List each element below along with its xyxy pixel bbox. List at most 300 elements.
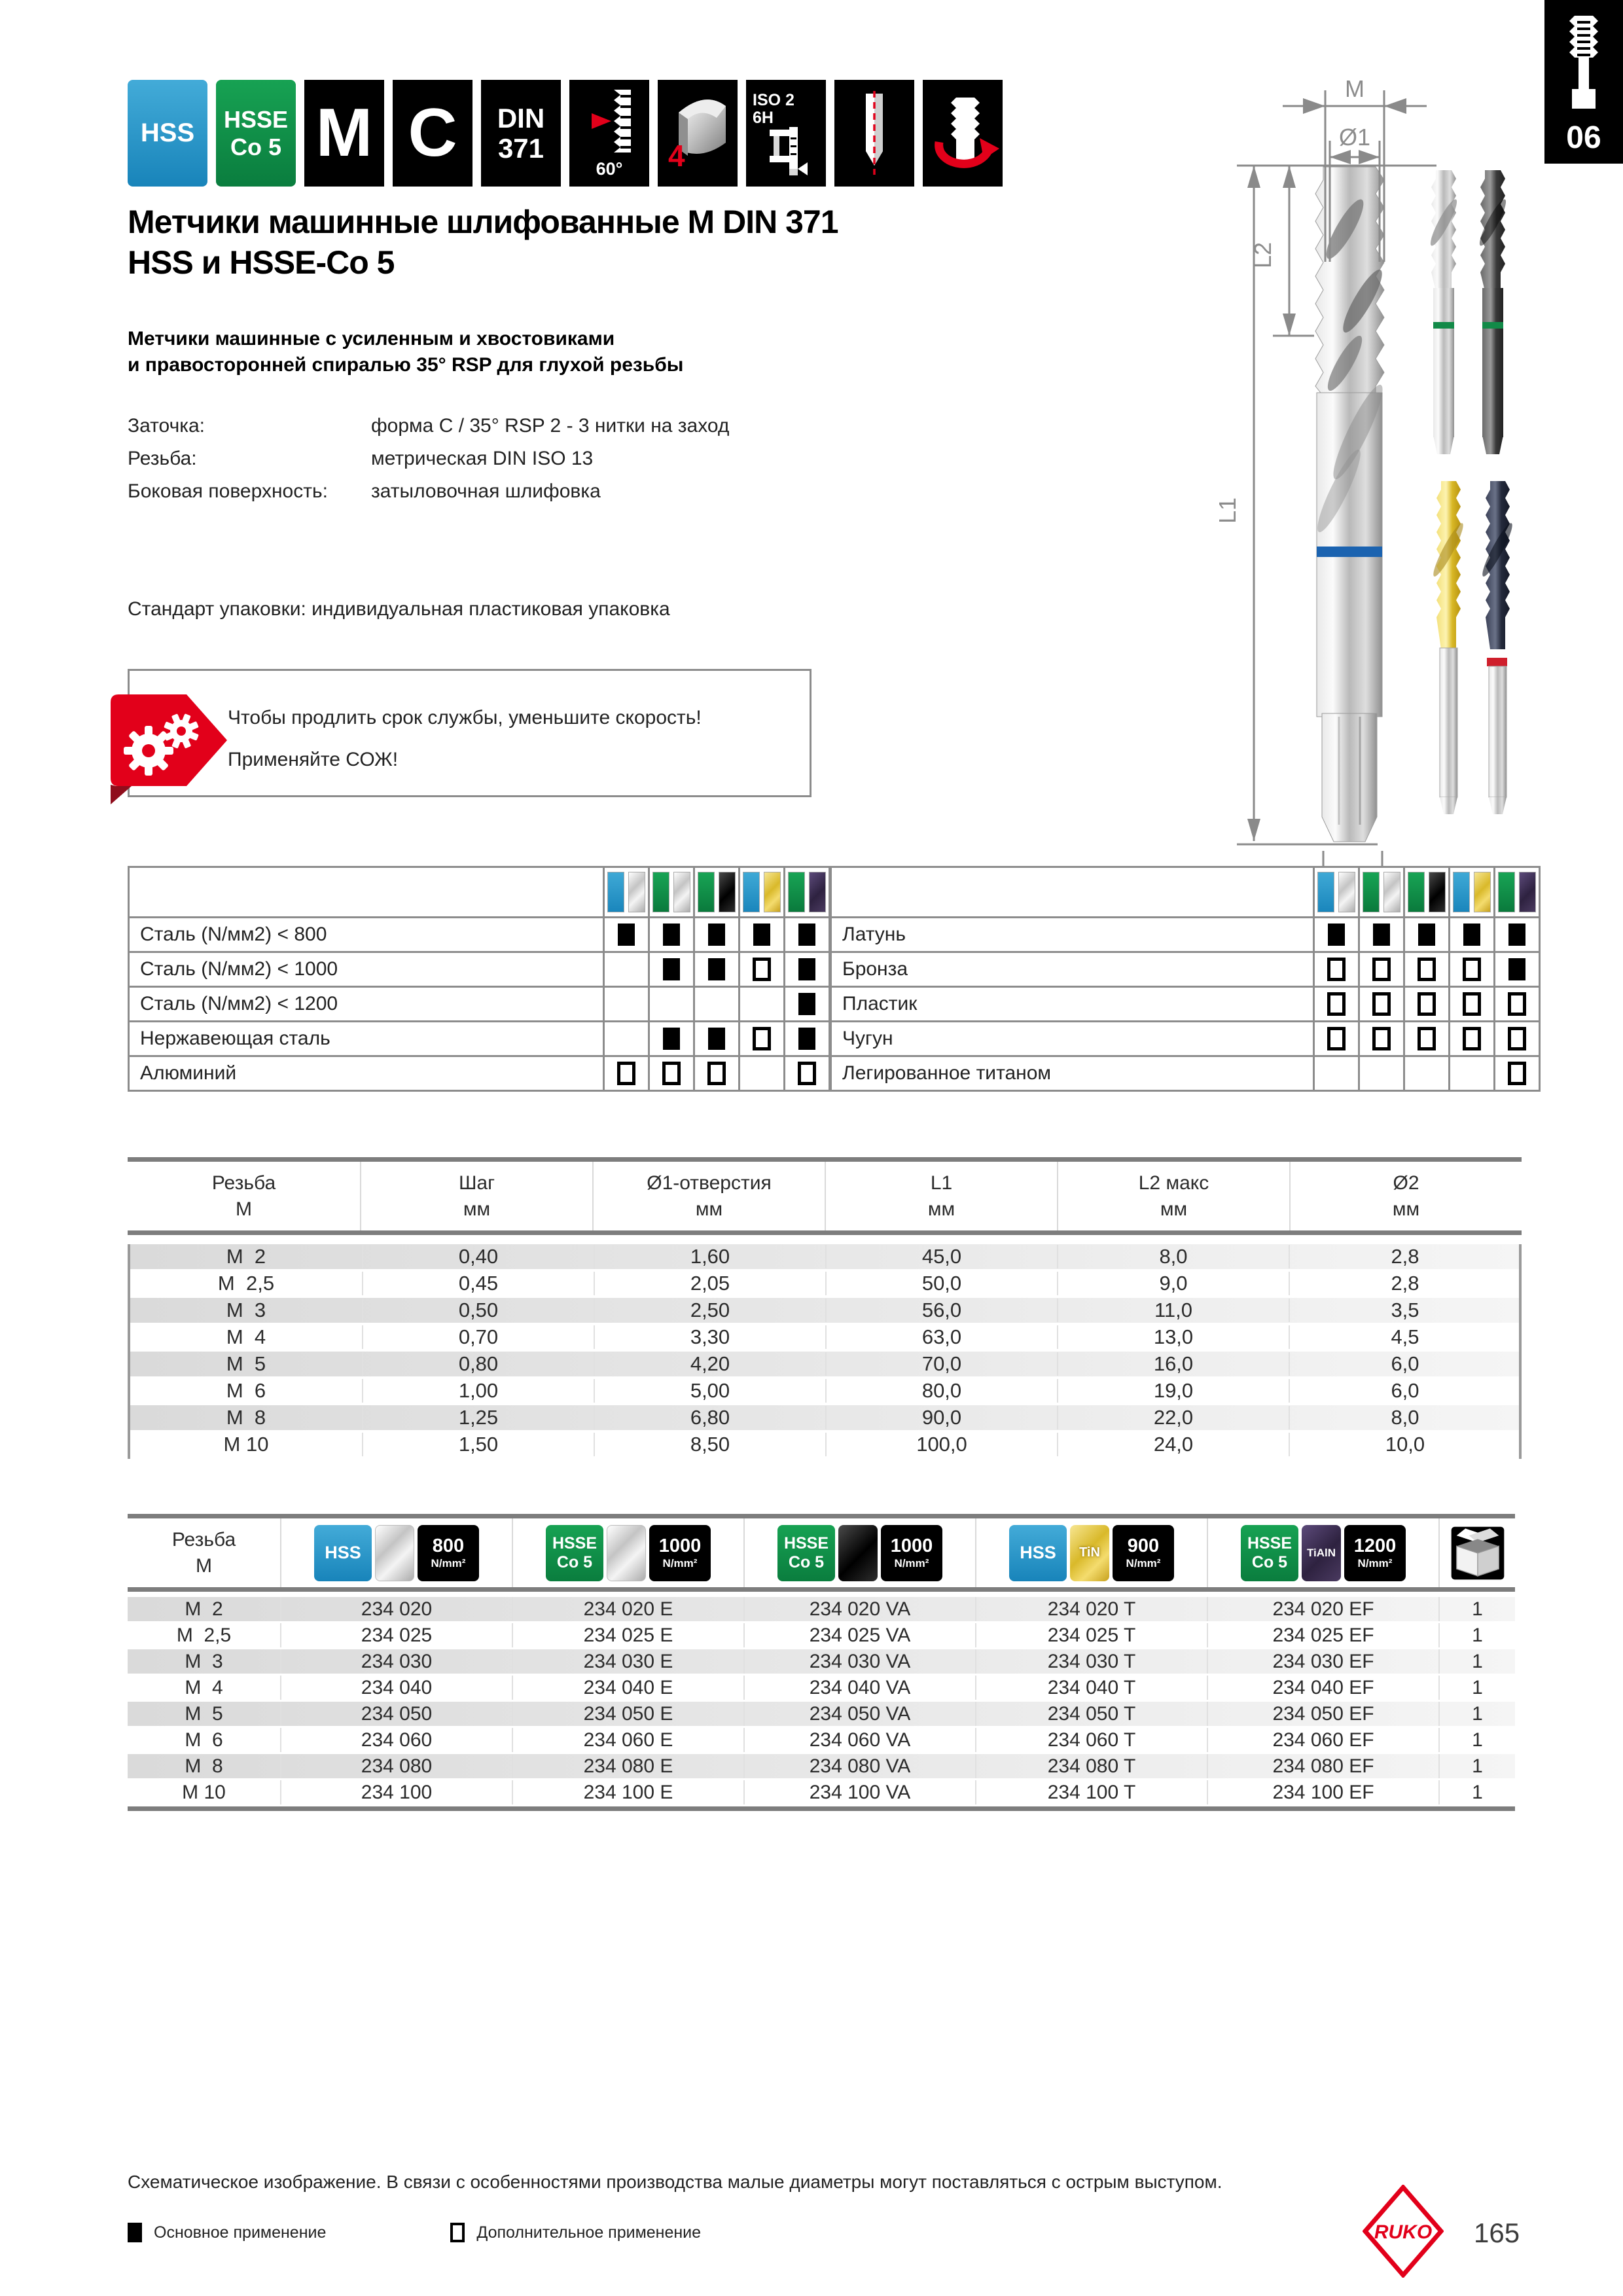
rating-unit: N/mm²	[1126, 1557, 1161, 1570]
dims-header-line: Резьба	[211, 1172, 276, 1194]
mark-primary	[708, 1028, 725, 1050]
order-thread-cell: M 4	[185, 1676, 223, 1698]
app-mark-cell	[1495, 918, 1540, 952]
variant-color-bars	[649, 867, 694, 918]
app-mark-cell	[604, 952, 649, 987]
rating-value: 1000	[890, 1535, 933, 1556]
dims-cell: 8,50	[594, 1433, 825, 1456]
dims-header-cell	[128, 1162, 360, 1230]
package-qty-cell: 1	[1438, 1728, 1515, 1752]
application-table-steel	[128, 866, 830, 1092]
app-table-row	[129, 918, 830, 952]
material-badge: HSSE Co 5	[546, 1525, 603, 1581]
coating-badge	[375, 1525, 414, 1581]
mark-primary	[798, 958, 815, 980]
dims-header-line: мм	[695, 1198, 723, 1220]
app-mark-cell	[785, 1056, 830, 1091]
table-row	[130, 1378, 1519, 1405]
mark-primary	[1373, 924, 1390, 946]
info-box	[128, 669, 812, 797]
app-mark-cell	[1450, 1056, 1495, 1091]
app-table-row	[831, 1022, 1540, 1056]
app-mark-cell	[649, 952, 694, 987]
order-header-thread-label: Резьба M	[171, 1528, 236, 1577]
spec-value: метрическая DIN ISO 13	[371, 448, 594, 469]
badge-form-c-label: C	[408, 95, 457, 171]
rating-value: 1200	[1353, 1535, 1397, 1556]
dims-header-line: мм	[463, 1198, 491, 1220]
app-row-label: Бронза	[831, 952, 1314, 987]
dims-cell: 11,0	[1057, 1299, 1289, 1322]
dims-cell: 1,00	[362, 1379, 594, 1403]
mark-secondary	[1372, 958, 1391, 981]
app-table-row	[129, 1022, 830, 1056]
badge-form-m	[304, 80, 384, 187]
tap-photo-tin	[1429, 481, 1467, 814]
badge-din-371-label: DIN	[497, 102, 545, 134]
app-mark-cell	[1404, 1056, 1450, 1091]
bars	[741, 872, 783, 912]
mark-secondary	[1327, 1027, 1346, 1050]
article-number-cell: 234 020 EF	[1207, 1597, 1438, 1621]
app-mark-cell	[1495, 952, 1540, 987]
mark-primary	[798, 993, 815, 1015]
dims-cell: 63,0	[825, 1325, 1057, 1349]
package-qty-cell: 1	[1438, 1676, 1515, 1700]
dims-cell: 50,0	[825, 1272, 1057, 1295]
dims-header-cell	[1057, 1162, 1289, 1230]
page-title	[128, 202, 838, 283]
mark-primary	[708, 958, 725, 980]
legend-empty-square-icon	[450, 2223, 465, 2242]
app-mark-cell	[694, 1022, 740, 1056]
dims-cell: 5,00	[594, 1379, 825, 1403]
bar-blue	[743, 872, 760, 912]
app-mark-cell	[1359, 987, 1404, 1022]
table-row	[128, 1728, 1515, 1754]
article-number-cell: 234 080	[280, 1754, 512, 1778]
info-box-text	[228, 697, 702, 781]
package-qty-cell: 1	[1438, 1623, 1515, 1647]
app-mark-cell	[1359, 952, 1404, 987]
dimension-table	[128, 1157, 1522, 1459]
order-thread-cell: M 10	[182, 1781, 226, 1803]
dims-cell: 100,0	[825, 1433, 1057, 1456]
app-mark-cell	[740, 987, 785, 1022]
rating-badge	[418, 1525, 479, 1581]
dims-cell: M 2	[226, 1245, 266, 1268]
dims-cell: 8,0	[1289, 1406, 1520, 1429]
article-number-cell: 234 030 VA	[743, 1649, 975, 1674]
legend-full-label: Основное применение	[154, 2223, 327, 2242]
app-mark-cell	[785, 918, 830, 952]
application-table	[830, 866, 1541, 1092]
article-number-cell: 234 020	[280, 1597, 512, 1621]
bar-silver	[673, 872, 690, 912]
mark-secondary	[662, 1062, 681, 1085]
table-row	[130, 1325, 1519, 1352]
app-mark-cell	[785, 952, 830, 987]
dims-cell: 1,25	[362, 1406, 594, 1429]
badge-form-m-label: M	[315, 95, 373, 171]
coating-badge: TiAlN	[1302, 1525, 1341, 1581]
dims-header-line: мм	[1392, 1198, 1420, 1220]
app-mark-cell	[1450, 987, 1495, 1022]
dim-label-l1: L1	[1214, 497, 1241, 524]
rating-badge	[1344, 1525, 1406, 1581]
packaging-note: Стандарт упаковки: индивидуальная пластиковая упаковка	[128, 598, 670, 620]
table-row	[128, 1754, 1515, 1780]
order-table-body	[128, 1597, 1515, 1811]
info-box-line2: Применяйте СОЖ!	[228, 749, 399, 770]
mark-primary	[753, 924, 770, 946]
article-number-cell: 234 060	[280, 1728, 512, 1752]
package-qty-cell: 1	[1438, 1597, 1515, 1621]
mark-primary	[798, 924, 815, 946]
material-badge: HSSE Co 5	[777, 1525, 835, 1581]
dims-cell: 2,8	[1289, 1245, 1520, 1268]
dims-cell: 3,5	[1289, 1299, 1520, 1322]
page-subtitle-line1: Метчики машинные с усиленным и хвостовиками	[128, 328, 615, 350]
order-header-variant	[512, 1518, 743, 1587]
table-row	[130, 1352, 1519, 1378]
dims-cell: 10,0	[1289, 1433, 1520, 1456]
rating-badge	[649, 1525, 711, 1581]
bar-green	[1363, 872, 1380, 912]
legend-empty-label: Дополнительное применение	[476, 2223, 702, 2242]
dims-cell: 0,40	[362, 1245, 594, 1268]
rating-value: 1000	[658, 1535, 702, 1556]
article-number-cell: 234 080 EF	[1207, 1754, 1438, 1778]
bar-green	[1408, 872, 1425, 912]
dim-label-m: M	[1345, 75, 1364, 102]
mark-secondary	[1463, 992, 1481, 1016]
bar-purple	[809, 872, 826, 912]
article-number-cell: 234 030 EF	[1207, 1649, 1438, 1674]
app-mark-cell	[1404, 918, 1450, 952]
package-qty-cell: 1	[1438, 1649, 1515, 1674]
badge-hsse-co5-label: Co 5	[230, 133, 281, 160]
article-number-cell: 234 100 VA	[743, 1780, 975, 1804]
app-mark-cell	[1495, 1056, 1540, 1091]
dims-header-line: Ø1-отверстия	[647, 1172, 772, 1194]
article-number-cell: 234 040 EF	[1207, 1676, 1438, 1700]
article-number-cell: 234 060 EF	[1207, 1728, 1438, 1752]
dims-header-line: мм	[927, 1198, 955, 1220]
dims-header-cell	[825, 1162, 1057, 1230]
badge-60deg-thread-icon-caption: 60°	[596, 159, 623, 179]
order-table	[128, 1514, 1515, 1811]
order-thread-cell: M 3	[185, 1650, 223, 1672]
app-mark-cell	[740, 1022, 785, 1056]
order-thread-cell: M 2	[185, 1598, 223, 1620]
badge-iso2-6h-icon-label: 6H	[753, 108, 774, 127]
app-mark-cell	[1450, 1022, 1495, 1056]
article-number-cell: 234 020 E	[512, 1597, 743, 1621]
app-row-label: Легированное титаном	[831, 1056, 1314, 1091]
section-number: 06	[1566, 120, 1601, 155]
bar-silver	[1383, 872, 1400, 912]
article-number-cell: 234 060 E	[512, 1728, 743, 1752]
badge-hss-label: HSS	[140, 118, 195, 147]
footnote: Схематическое изображение. В связи с особенностями производства малые диаметры могут поставляться с острым выступом.	[128, 2172, 1222, 2192]
spec-label: Заточка:	[128, 415, 205, 437]
mark-primary	[1328, 924, 1345, 946]
badge-square-shank-icon	[658, 80, 738, 187]
app-mark-cell	[785, 1022, 830, 1056]
variant-color-bars	[740, 867, 785, 918]
dims-header-line: Ø2	[1393, 1172, 1419, 1194]
page-title-line2: HSS и HSSE-Co 5	[128, 244, 395, 281]
badge-form-c	[393, 80, 473, 187]
rating-unit: N/mm²	[662, 1557, 698, 1570]
app-table-row	[129, 1056, 830, 1091]
badge-iso2-6h-icon-label: ISO 2	[753, 90, 794, 109]
app-mark-cell	[1450, 918, 1495, 952]
dims-cell: 4,5	[1289, 1325, 1520, 1349]
article-number-cell: 234 100 E	[512, 1780, 743, 1804]
page-number: 165	[1474, 2217, 1520, 2248]
spec-label: Боковая поверхность:	[128, 480, 328, 502]
article-number-cell: 234 100 T	[975, 1780, 1207, 1804]
brand-logo	[1363, 2185, 1444, 2281]
page-subtitle	[128, 326, 683, 378]
app-mark-cell	[1450, 952, 1495, 987]
bars	[1406, 872, 1448, 912]
badge-right-spiral-icon	[923, 80, 1003, 187]
dims-cell: 16,0	[1057, 1352, 1289, 1376]
package-qty-cell: 1	[1438, 1780, 1515, 1804]
mark-secondary	[1418, 992, 1436, 1016]
article-number-cell: 234 050 VA	[743, 1702, 975, 1726]
app-mark-cell	[1359, 918, 1404, 952]
app-mark-cell	[694, 952, 740, 987]
app-row-label: Сталь (N/мм2) < 800	[129, 918, 604, 952]
badge-hss	[128, 80, 207, 187]
app-row-label: Пластик	[831, 987, 1314, 1022]
rating-unit: N/mm²	[1357, 1557, 1393, 1570]
dims-cell: 6,0	[1289, 1352, 1520, 1376]
dims-cell: 0,80	[362, 1352, 594, 1376]
app-table-row	[129, 987, 830, 1022]
dims-cell: 4,20	[594, 1352, 825, 1376]
bars	[1361, 872, 1402, 912]
app-header-empty	[129, 867, 604, 918]
app-mark-cell	[1359, 1056, 1404, 1091]
article-number-cell: 234 050	[280, 1702, 512, 1726]
specs-list	[128, 410, 729, 508]
badge-square-shank-icon-caption: 4	[668, 139, 685, 173]
article-number-cell: 234 100	[280, 1780, 512, 1804]
article-number-cell: 234 080 VA	[743, 1754, 975, 1778]
article-number-cell: 234 080 T	[975, 1754, 1207, 1778]
bar-green	[788, 872, 805, 912]
spec-row	[128, 442, 729, 475]
app-mark-cell	[1314, 1056, 1359, 1091]
dims-cell: 1,50	[362, 1433, 594, 1456]
app-mark-cell	[1495, 1022, 1540, 1056]
dims-cell: 1,60	[594, 1245, 825, 1268]
rating-badge	[881, 1525, 942, 1581]
app-mark-cell	[1314, 952, 1359, 987]
bar-purple	[1519, 872, 1536, 912]
dims-cell: 6,80	[594, 1406, 825, 1429]
table-row	[130, 1271, 1519, 1298]
mark-secondary	[1418, 1027, 1436, 1050]
page-title-line1: Метчики машинные шлифованные M DIN 371	[128, 204, 838, 240]
app-mark-cell	[740, 918, 785, 952]
mark-primary	[1463, 924, 1480, 946]
spec-row	[128, 410, 729, 442]
legend	[128, 2223, 701, 2242]
spec-label: Резьба:	[128, 448, 197, 469]
rating-badge	[1113, 1525, 1174, 1581]
article-number-cell: 234 025 EF	[1207, 1623, 1438, 1647]
app-mark-cell	[694, 987, 740, 1022]
bar-green	[698, 872, 715, 912]
app-mark-cell	[694, 1056, 740, 1091]
mark-secondary	[1508, 1027, 1526, 1050]
article-number-cell: 234 040 VA	[743, 1676, 975, 1700]
article-number-cell: 234 030 E	[512, 1649, 743, 1674]
material-badge: HSS	[314, 1525, 372, 1581]
badge-din-371	[481, 80, 561, 187]
article-number-cell: 234 060 VA	[743, 1728, 975, 1752]
legend-full-square-icon	[128, 2223, 142, 2242]
app-row-label: Сталь (N/мм2) < 1000	[129, 952, 604, 987]
bar-silver	[1338, 872, 1355, 912]
bar-black	[719, 872, 736, 912]
spec-value: затыловочная шлифовка	[371, 480, 601, 502]
dims-cell: 0,70	[362, 1325, 594, 1349]
app-table-row	[831, 1056, 1540, 1091]
mark-secondary	[707, 1062, 726, 1085]
mark-secondary	[798, 1062, 816, 1085]
app-mark-cell	[785, 987, 830, 1022]
bars	[696, 872, 738, 912]
order-header-package	[1438, 1518, 1515, 1587]
app-table-row	[831, 987, 1540, 1022]
order-thread-cell: M 5	[185, 1702, 223, 1725]
app-mark-cell	[604, 1056, 649, 1091]
table-row	[128, 1597, 1515, 1623]
mark-secondary	[1418, 958, 1436, 981]
dims-cell: 6,0	[1289, 1379, 1520, 1403]
bars	[1315, 872, 1357, 912]
mark-secondary	[753, 1027, 771, 1050]
rating-value: 900	[1127, 1535, 1160, 1556]
order-table-header	[128, 1514, 1515, 1592]
app-row-label: Чугун	[831, 1022, 1314, 1056]
coating-badge: TiN	[1070, 1525, 1109, 1581]
bars	[651, 872, 692, 912]
material-badge: HSS	[1009, 1525, 1067, 1581]
variant-color-bars	[1404, 867, 1450, 918]
app-row-label: Сталь (N/мм2) < 1200	[129, 987, 604, 1022]
gears-ribbon-icon	[108, 693, 229, 809]
bars	[1451, 872, 1493, 912]
dims-cell: 80,0	[825, 1379, 1057, 1403]
app-table-row	[831, 952, 1540, 987]
mark-secondary	[1508, 1062, 1526, 1085]
app-mark-cell	[694, 918, 740, 952]
order-thread-cell: M 6	[185, 1729, 223, 1751]
app-mark-cell	[1404, 987, 1450, 1022]
dims-cell: 2,05	[594, 1272, 825, 1295]
mark-secondary	[617, 1062, 635, 1085]
app-mark-cell	[649, 1022, 694, 1056]
dims-cell: 24,0	[1057, 1433, 1289, 1456]
dims-cell: M 3	[226, 1299, 266, 1321]
order-header-variant	[1207, 1518, 1438, 1587]
table-row	[130, 1298, 1519, 1325]
dims-cell: 70,0	[825, 1352, 1057, 1376]
article-number-cell: 234 100 EF	[1207, 1780, 1438, 1804]
table-row	[130, 1432, 1519, 1459]
dims-header-line: M	[236, 1198, 252, 1220]
page-subtitle-line2: и правосторонней спиралью 35° RSP для глухой резьбы	[128, 354, 684, 376]
package-box-icon	[1450, 1525, 1506, 1581]
badge-hsse-co5-label: HSSE	[223, 105, 289, 133]
table-row	[128, 1649, 1515, 1676]
bar-gold	[764, 872, 781, 912]
application-table	[128, 866, 830, 1092]
dims-cell: 90,0	[825, 1406, 1057, 1429]
app-mark-cell	[604, 1022, 649, 1056]
badge-hsse-co5	[216, 80, 296, 187]
article-number-cell: 234 020 T	[975, 1597, 1207, 1621]
app-mark-cell	[1314, 987, 1359, 1022]
app-header-empty	[831, 867, 1314, 918]
mark-secondary	[1327, 958, 1346, 981]
app-table-row	[831, 918, 1540, 952]
app-mark-cell	[1314, 1022, 1359, 1056]
coating-badge	[607, 1525, 646, 1581]
dimension-table-body	[128, 1244, 1522, 1459]
order-header-variant	[975, 1518, 1207, 1587]
app-mark-cell	[1359, 1022, 1404, 1056]
app-mark-cell	[740, 952, 785, 987]
dims-cell: 22,0	[1057, 1406, 1289, 1429]
dims-header-cell	[592, 1162, 825, 1230]
spec-row	[128, 475, 729, 508]
bar-green	[652, 872, 669, 912]
rating-value: 800	[432, 1535, 465, 1556]
mark-primary	[663, 958, 680, 980]
article-number-cell: 234 040	[280, 1676, 512, 1700]
dims-cell: M 6	[226, 1379, 266, 1402]
table-row	[128, 1780, 1515, 1806]
variant-color-bars	[1314, 867, 1359, 918]
dims-cell: 45,0	[825, 1245, 1057, 1268]
app-mark-cell	[649, 1056, 694, 1091]
dims-cell: 2,8	[1289, 1272, 1520, 1295]
rating-unit: N/mm²	[894, 1557, 929, 1570]
mark-primary	[1418, 924, 1435, 946]
variant-color-bars	[604, 867, 649, 918]
dims-cell: 19,0	[1057, 1379, 1289, 1403]
bar-black	[1429, 872, 1446, 912]
dims-header-line: L2 макс	[1138, 1172, 1209, 1194]
info-box-line1: Чтобы продлить срок службы, уменьшите скорость!	[228, 707, 702, 728]
bars	[786, 872, 828, 912]
bar-blue	[1317, 872, 1334, 912]
dim-label-l2: L2	[1249, 242, 1276, 269]
dims-cell: 9,0	[1057, 1272, 1289, 1295]
article-number-cell: 234 080 E	[512, 1754, 743, 1778]
order-header-variant	[280, 1518, 512, 1587]
variant-color-bars	[785, 867, 830, 918]
